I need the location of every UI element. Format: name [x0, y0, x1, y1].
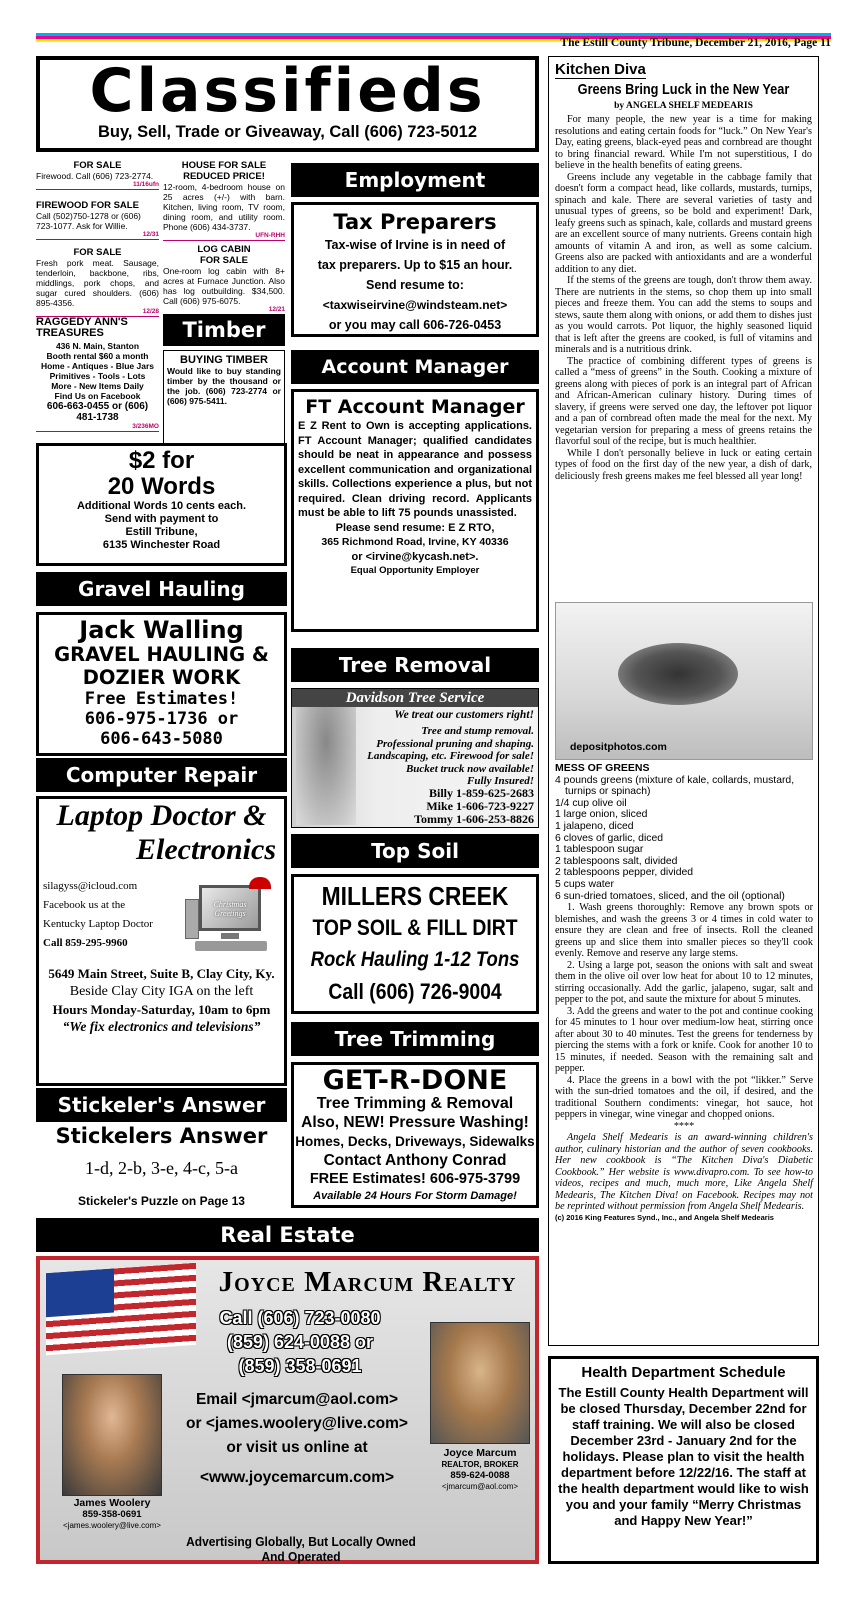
ad-for-sale-firewood: FOR SALE Firewood. Call (606) 723-2774. 11/16ufn — [36, 160, 159, 188]
article-paragraph: The practice of combining different types of greens is called a “mess of greens” in the South. Cooking a mixture of greens along with pieces of pork is an integral part of African and African-American culinary history. During times of slavery, if greens were served one day, the leftover pot liquor and a pan of cornbread often made the meal for the next. My vegetarian version for preparing a mess of greens retains the flavorful soul of the recipe, but is much healthier. — [555, 355, 812, 447]
ingredient-item: 6 sun-dried tomatoes, sliced, and the oil (optional) — [555, 890, 785, 902]
employment-header: Employment — [291, 163, 539, 197]
recipe-step: 4. Place the greens in a bowl with the pot “likker.” Serve with the sun-dried tomatoes and the oil, if desired, and the traditional Southern condiments: vinegar, hot sauce, hot peppers in vinegar, wine vinegar and chopped onions. — [555, 1074, 813, 1121]
computer-icon: Christmas Greetings — [187, 879, 279, 959]
ad-pork: FOR SALE Fresh pork meat. Sausage, tenderloin, backbone, ribs, middlings, pork chops, and sugar cured shoulders. (606) 895-4356. 12/28 — [36, 247, 159, 315]
joyce-marcum-ad: Joyce Marcum Realty Call (606) 723-0080 (859) 624-0088 or (859) 358-0691 Joyce Marcum REALTOR, BROKER 859-624-0088 <jmarcum@aol.com> James Woolery 859-358-0691 <james.woolery@live.com> Email <jmarcum@aol.com> or <james.woolery@live.com> or visit us online at <www.joycemarcum.com> Advertising Globally, But Locally Owned And Operated — [36, 1256, 539, 1564]
ad-house: HOUSE FOR SALE REDUCED PRICE! 12-room, 4-bedroom house on 25 acres (+/-) with barn. Kitchen, living room, TV room, dining room, and utility room. Phone (606) 434-3737. UFN-RHH — [163, 160, 285, 239]
ingredient-item: 1 jalapeno, diced — [555, 820, 634, 832]
recipe-step: 1. Wash greens thoroughly: Remove any brown spots or blemishes, and wash the greens 3 or 4 times in cold water to ensure they are clean and free of insects. Roll the cleaned greens up and slice them into smaller pieces so they'll cook evenly. Remove and reserve any large stems. — [555, 902, 813, 960]
ingredient-item: 1 tablespoon sugar — [555, 844, 644, 856]
tree-service-line: Landscaping, etc. Firewood for sale! — [367, 750, 534, 762]
masthead — [36, 56, 539, 152]
article-paragraph: If the stems of the greens are tough, don't throw them away. There are nutrients in the stems, so chop them up into small pieces and freeze them. You can add the stems to soups and stews, saute them along with onions, or add them to dishes just as you would carrots. Pot liquor, the highly seasoned liquid that is left after the greens are cooked, is full of vitamins and minerals and is a nutritious drink. — [555, 275, 812, 355]
page-title: Classifieds — [89, 56, 486, 126]
raggedy-line: Home - Antiques - Blue Jars — [40, 361, 155, 371]
real-estate-header: Real Estate — [36, 1218, 539, 1252]
agent-photo-james — [62, 1374, 162, 1496]
greens-photo: depositphotos.com — [555, 602, 813, 760]
get-r-done-ad: GET-R-DONE Tree Trimming & Removal Also, NEW! Pressure Washing! Homes, Decks, Driveways, Sidewalks Contact Anthony Conrad FREE Estimates! 606-975-3799 Available 24 Hours For Storm Damage! — [291, 1062, 539, 1208]
masthead-subtitle: Buy, Sell, Trade or Giveaway, Call (606) 723-5012 — [97, 123, 478, 141]
tree-service-line: Professional pruning and shaping. — [376, 737, 534, 750]
ingredient-item: 4 pounds greens (mixture of kale, collards, mustard, turnips or spinach) — [555, 774, 795, 798]
tax-preparers-ad: Tax Preparers Tax-wise of Irvine is in need of tax preparers. Up to $15 an hour. Send resume to: <taxwiseirvine@windsteam.net> or you may call 606-726-0453 — [291, 202, 539, 337]
kitchen-diva-article: Kitchen Diva Greens Bring Luck in the New Year by ANGELA SHELF MEDEARIS For many people, the new year is a time for making resolutions and eating certain foods for “luck.” On New Year's Day, eating greens, black-eyed peas and cornbread are thought to bring financial reward. While I'm not superstitious, I do believe in the health benefits of eating greens. Greens include any vegetable in the cabbage family that doesn't form a compact head, like collards, mustards, turnips, spinach and kale. There are several varieties of tasty and unusual types of greens, so be bold and experiment! Dark, leafy greens such as spinach, kale, collards and mustard greens are an excellent source of many nutrients. Greens contain high amounts of vitamin A and iron, as well as some calcium. Greens also are packed with antioxidants and are a wonderful addition to any diet. If the stems of the greens are tough, don't throw them away. There are nutrients in the stems, so chop them up into small pieces and freeze them. You can add the stems to soups and stews, saute them along with onions, or add them to dishes just as you would carrots. Pot liquor, the highly seasoned liquid that is left after the greens are cooked, is full of vitamins and minerals and is a nutritious drink. The practice of combining different types of greens is called a “mess of greens” in the South. Cooking a mixture of greens along with pieces of pork is an integral part of African and African-American culinary history. During times of slavery, if greens were served one day, the leftover pot liquor and a pan of cornbread often made the meal for the next. My vegetarian version for preparing a mess of greens retains the flavorful soul of the recipe, but is much healthier. While I don't personally believe in luck or eating certain types of food on the first day of the new year, a dish of dark, deliciously fresh greens makes me feel blessed all year long! depositphotos.com MESS OF GREENS 4 pounds greens (mixture of kale, collards, mustard, turnips or spinach) 1/4 cup olive oil 1 large onion, sliced 1 jalapeno, diced 6 cloves of garlic, diced 1 tablespoon sugar 2 tablespoons salt, divided 2 tablespoons pepper, divided 5 cups water 6 sun-dried tomatoes, sliced, and the oil (optional) 1. Wash greens thoroughly: Remove any brown spots or blemishes, and wash the greens 3 or 4 times in cold water to ensure they are clean and free of insects. Roll the cleaned greens up and slice them into smaller pieces so they'll cook evenly. Remove and reserve any large stems. 2. Using a large pot, season the onions with salt and sweat them in the olive oil over low heat for about 10 to 12 minutes, stirring occasionally. Add the garlic, jalapeno, sugar, salt and pepper to the pot, and saute the mixture for about 5 minutes. 3. Add the greens and water to the pot and continue cooking for 45 minutes to 1 hour over medium-low heat, stirring once after about 30 to 40 minutes. Test the greens for tenderness by piercing the stems with a fork or knife. Cook for another 10 to 15 minutes, if needed. Season with the remaining salt and pepper. 4. Place the greens in a bowl with the pot “likker.” Serve with the sun-dried tomatoes and the oil, if desired, and the traditional Southern condiments: vinegar, hot sauce, hot peppers in vinegar, wine vinegar and chopped onions. **** Angela Shelf Medearis is an award-winning children's author, culinary historian and the author of seven cookbooks. Her new cookbook is “The Kitchen Diva's Diabetic Cookbook.” Her website is www.divapro.com. To see how-to videos, recipes and much, much more, Like Angela Shelf Medearis, The Kitchen Diva! on Facebook. Recipes may not be reprinted without permission from Angela Shelf Medearis. (c) 2016 King Features Synd., Inc., and Angela Shelf Medearis — [548, 56, 819, 1346]
account-manager-ad: FT Account Manager E Z Rent to Own is accepting applications. FT Account Manager; qualified candidates should be neat in appearance and possess excellent communication and organizational skills. Collections experience a plus, but not required. Clean driving record. Applicants must be able to lift 75 pounds unassisted. Please send resume: E Z RTO, 365 Richmond Road, Irvine, KY 40336 or <irvine@kycash.net>. Equal Opportunity Employer — [291, 389, 539, 632]
stickeler-note: Stickeler's Puzzle on Page 13 — [78, 1194, 245, 1208]
tree-service-line: Fully Insured! — [467, 775, 534, 787]
ingredient-item: 2 tablespoons pepper, divided — [555, 867, 694, 879]
top-soil-header: Top Soil — [291, 834, 539, 868]
davidson-tree-ad: Davidson Tree Service We treat our customers right! Tree and stump removal. Professional pruning and shaping. Landscaping, etc. Firewood for sale! Bucket truck now available! Fully Insured! Billy 1-859-625-2683 Mike 1-606-723-9227 Tommy 1-606-253-8826 — [291, 688, 539, 828]
lumberjack-photo — [296, 707, 356, 825]
millers-creek-ad: MILLERS CREEK TOP SOIL & FILL DIRT Rock Hauling 1-12 Tons Call (606) 726-9004 — [291, 874, 539, 1014]
stickeler-answer: 1-d, 2-b, 3-e, 4-c, 5-a — [85, 1158, 238, 1178]
ad-log-cabin: LOG CABIN FOR SALE One-room log cabin with 8+ acres at Furnace Junction. Also has log outbuilding. $34,500. Call (606) 975-6075. 12/21 — [163, 244, 285, 313]
ingredient-item: 1/4 cup olive oil — [555, 797, 627, 809]
tree-removal-header: Tree Removal — [291, 648, 539, 682]
realty-tagline: Advertising Globally, But Locally Owned And Operated — [186, 1534, 416, 1564]
gravel-ad: Jack Walling GRAVEL HAULING & DOZIER WORK Free Estimates! 606-975-1736 or 606-643-5080 — [36, 612, 287, 756]
timber-header: Timber — [163, 314, 285, 346]
tree-service-line: Bucket truck now available! — [405, 762, 534, 775]
agent-photo-joyce — [430, 1322, 530, 1444]
laptop-doctor-ad: Laptop Doctor & Electronics silagyss@icloud.com Facebook us at the Kentucky Laptop Doctor Call 859-295-9960 Christmas Greetings 5649 Main Street, Suite B, Clay City, Ky. Beside Clay City IGA on the left Hours Monday-Saturday, 10am to 6pm “We fix electronics and televisions” — [36, 796, 287, 1086]
stickeler-header: Stickeler's Answer — [36, 1088, 287, 1122]
raggedy-line: Primitives - Tools - Lots — [49, 371, 146, 381]
article-paragraph: While I don't personally believe in luck or eating certain types of food on the first day of the new year, a dish of dark, deliciously fresh greens makes me feel blessed all year long! — [555, 447, 812, 482]
ingredient-list — [555, 775, 813, 903]
realty-brand: Joyce Marcum Realty — [218, 1266, 517, 1298]
computer-header: Computer Repair — [36, 758, 287, 792]
raggedy-line: Booth rental $60 a month — [46, 351, 149, 361]
health-department-box: Health Department Schedule The Estill County Health Department will be closed Thursday, December 22nd for staff training. We will also be closed December 23rd - January 2nd for the holidays. Please plan to visit the health department before 12/22/16. The staff at the health department would like to wish you and your family “Merry Christmas and Happy New Year!” — [548, 1356, 819, 1564]
us-flag-icon — [46, 1263, 196, 1355]
running-head: The Estill County Tribune, December 21, 2016, Page 11 — [560, 37, 831, 49]
raggedy-line: More - New Items Daily — [51, 381, 144, 391]
gravel-header: Gravel Hauling — [36, 572, 287, 606]
stickeler-title: Stickelers Answer — [55, 1124, 268, 1148]
timber-ad: BUYING TIMBER Would like to buy standing timber by the thousand or the job. (606) 723-2774 or (606) 975-5411. — [163, 350, 285, 448]
tree-service-line: Tree and stump removal. — [421, 725, 534, 737]
ad-raggedy-ann: RAGGEDY ANN'S TREASURES 436 N. Main, Stanton Booth rental $60 a month Home - Antiques - Blue Jars Primitives - Tools - Lots More - New Items Daily Find Us on Facebook 606-663-0455 or (606) 481-1738 3/236MO — [36, 316, 159, 430]
recipe-steps — [555, 902, 813, 1121]
article-paragraph: For many people, the new year is a time for making resolutions and eating certain foods for “luck.” On New Year's Day, eating greens, black-eyed peas and cornbread are thought to bring financial reward. While I'm not superstitious, I do believe in the health benefits of eating greens. — [555, 114, 812, 171]
ingredient-item: 5 cups water — [555, 878, 614, 890]
raggedy-line: Find Us on Facebook — [54, 391, 141, 401]
recipe-step: 3. Add the greens and water to the pot and continue cooking for 45 minutes to 1 hour over medium-low heat, stirring once after about 30 to 40 minutes. Test the greens for tenderness by piercing the stems with a fork or knife. Cook for another 10 to 15 minutes, if needed. Season with the remaining salt and pepper. — [555, 1005, 813, 1075]
tree-service-lines — [367, 725, 534, 788]
ingredient-item: 1 large onion, sliced — [555, 809, 648, 821]
article-paragraph: Greens include any vegetable in the cabbage family that doesn't form a compact head, like collards, mustards, turnips, spinach and kale. There are several varieties of tasty and unusual types of greens, so be bold and experiment! Dark, leafy greens such as spinach, kale, collards and mustard greens are an excellent source of many nutrients. Greens contain high amounts of vitamin A and iron, as well as some calcium. Greens also are packed with antioxidants and are a wonderful addition to any diet. — [555, 171, 812, 275]
santa-hat-icon — [249, 877, 271, 889]
tree-trimming-header: Tree Trimming — [291, 1022, 539, 1056]
raggedy-lines — [36, 341, 159, 401]
ingredient-item: 2 tablespoons salt, divided — [555, 855, 678, 867]
recipe-step: 2. Using a large pot, season the onions with salt and sweat them in the olive oil over low heat for about 10 to 12 minutes, stirring occasionally. Add the garlic, jalapeno, sugar, salt and pepper to the pot, and saute the mixture for about 5 minutes. — [555, 959, 813, 1006]
ingredient-item: 6 cloves of garlic, diced — [555, 832, 664, 844]
account-header: Account Manager — [291, 350, 539, 384]
rate-box: $2 for 20 Words Additional Words 10 cents each. Send with payment to Estill Tribune, 6135 Winchester Road — [36, 443, 287, 566]
ad-firewood: FIREWOOD FOR SALE Call (502)750-1278 or (606) 723-1077. Ask for Willie. 12/31 — [36, 200, 159, 238]
raggedy-line: 436 N. Main, Stanton — [55, 341, 140, 351]
article-body — [555, 114, 812, 482]
